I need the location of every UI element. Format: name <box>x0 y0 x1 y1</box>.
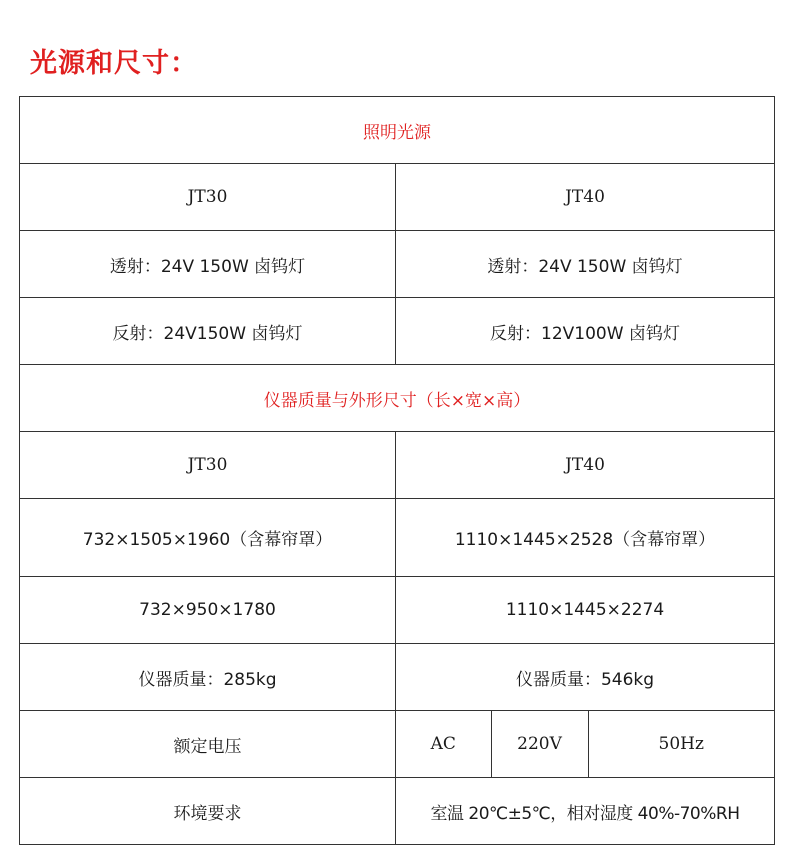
size-with-curtain-jt40: 1110×1445×2528（含幕帘罩） <box>396 499 775 577</box>
spec-table <box>19 96 775 845</box>
transmit-lamp-jt30: 透射：24V 150W 卤钨灯 <box>20 231 396 298</box>
table-row-size-curtain <box>20 499 775 577</box>
voltage-subtable <box>396 711 774 777</box>
table-row-reflect <box>20 298 775 365</box>
table-row-mass <box>20 644 775 711</box>
table-row-environment <box>20 778 775 845</box>
table-row-lighting-title <box>20 97 775 164</box>
table-row-dimensions-title <box>20 365 775 432</box>
reflect-lamp-jt40: 反射：12V100W 卤钨灯 <box>396 298 775 365</box>
voltage-type: AC <box>430 734 456 754</box>
table-row-size <box>20 577 775 644</box>
size-with-curtain-jt30: 732×1505×1960（含幕帘罩） <box>20 499 396 577</box>
reflect-lamp-jt30: 反射：24V150W 卤钨灯 <box>20 298 396 365</box>
dimensions-section-title: 仪器质量与外形尺寸（长×宽×高） <box>20 365 775 432</box>
table-row-transmit <box>20 231 775 298</box>
voltage-values <box>396 711 775 778</box>
dimension-model-jt30: JT30 <box>20 432 396 499</box>
transmit-lamp-jt40: 透射：24V 150W 卤钨灯 <box>396 231 775 298</box>
dimension-model-jt40: JT40 <box>396 432 775 499</box>
size-jt40: 1110×1445×2274 <box>396 577 775 644</box>
environment-label: 环境要求 <box>20 778 396 845</box>
size-jt30: 732×950×1780 <box>20 577 396 644</box>
section-heading: 光源和尺寸： <box>30 48 198 79</box>
table-row-dimension-models <box>20 432 775 499</box>
lighting-model-jt40: JT40 <box>396 164 775 231</box>
voltage-value: 220V <box>491 711 588 777</box>
lighting-model-jt30: JT30 <box>20 164 396 231</box>
voltage-label: 额定电压 <box>20 711 396 778</box>
lighting-section-title: 照明光源 <box>20 97 775 164</box>
table-row-voltage <box>20 711 775 778</box>
table-row-lighting-models <box>20 164 775 231</box>
voltage-frequency: 50Hz <box>588 711 774 777</box>
mass-jt30: 仪器质量：285kg <box>20 644 396 711</box>
environment-value: 室温 20℃±5℃，相对湿度 40%-70%RH <box>396 778 775 845</box>
mass-jt40: 仪器质量：546kg <box>396 644 775 711</box>
